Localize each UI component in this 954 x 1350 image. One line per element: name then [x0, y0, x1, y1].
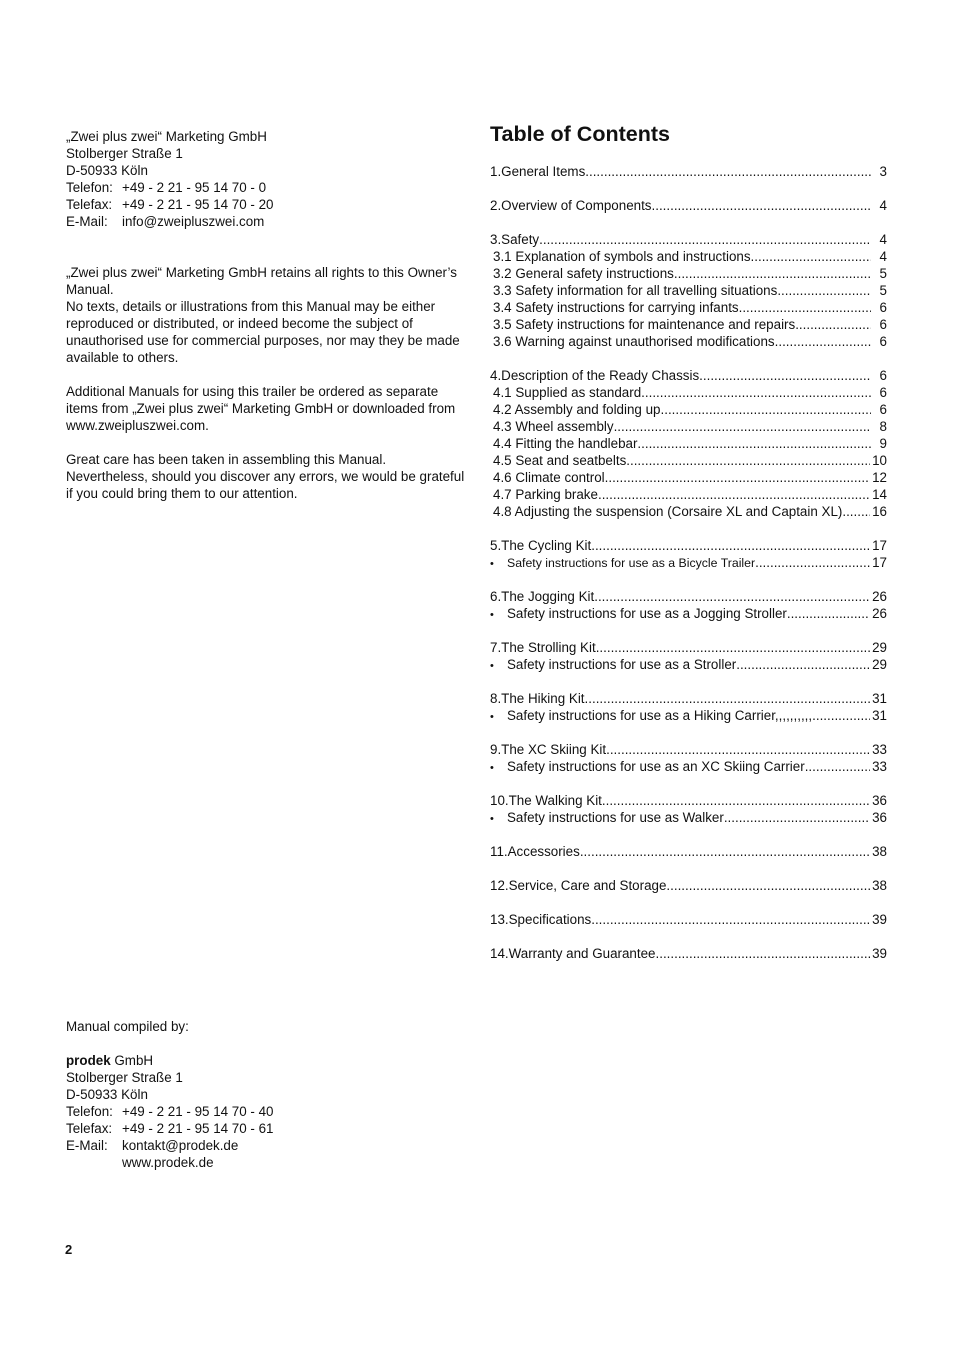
toc-group [490, 588, 887, 622]
toc-leader-dots [605, 469, 870, 486]
toc-entry-title: 3.3 Safety information for all travelling situations [493, 283, 778, 298]
toc-entry [490, 469, 887, 486]
web-value: www.prodek.de [122, 1155, 214, 1170]
toc-entry [490, 843, 887, 860]
compiler-fax [66, 1120, 466, 1137]
toc-entry-title: • Safety instructions for use as a Jogging Stroller [490, 605, 787, 624]
toc-entry [490, 333, 887, 350]
toc-entry [490, 945, 887, 962]
toc-leader-dots [777, 282, 871, 299]
toc-entry-page: 26 [872, 606, 887, 621]
toc-leader-dots [591, 911, 870, 928]
toc-leader-dots [674, 265, 871, 282]
toc-entry [490, 265, 887, 282]
toc-group [490, 843, 887, 860]
compiler-city: D-50933 Köln [66, 1087, 148, 1102]
toc-entry-page: 6 [879, 402, 887, 417]
toc-entry-page: 16 [872, 504, 887, 519]
publisher-block [66, 128, 466, 502]
toc-entry-page: 5 [879, 266, 887, 281]
toc-leader-dots [739, 299, 871, 316]
toc-entry-page: 6 [879, 334, 887, 349]
fax-value: +49 - 2 21 - 95 14 70 - 20 [122, 197, 274, 212]
toc-leader-dots [842, 503, 870, 520]
toc-entry-title: 8.The Hiking Kit [490, 691, 585, 706]
toc-entry-page: 33 [872, 759, 887, 774]
toc-entry-page: 4 [879, 198, 887, 213]
toc-entry-title: 10.The Walking Kit [490, 793, 602, 808]
phone-label: Telefon: [66, 1104, 113, 1119]
toc-entry [490, 588, 887, 605]
toc-entry-title: 9.The XC Skiing Kit [490, 742, 607, 757]
publisher-city: D-50933 Köln [66, 163, 148, 178]
toc-entry-page: 39 [872, 912, 887, 927]
toc-entry-title: • Safety instructions for use as a Hiking Carrier,,,,,,,,,, [490, 707, 812, 726]
email-label: E-Mail: [66, 214, 108, 229]
compiler-web [66, 1154, 466, 1171]
toc-leader-dots [539, 231, 871, 248]
toc-leader-dots [751, 248, 871, 265]
toc-entry-title: • Safety instructions for use as an XC Skiing Carrier [490, 758, 805, 777]
toc-entry-page: 38 [872, 878, 887, 893]
toc-entry-title: 4.2 Assembly and folding up [493, 402, 661, 417]
toc-entry [490, 877, 887, 894]
toc-entry [490, 503, 887, 520]
errors-paragraph: Great care has been taken in assembling this Manual. Nevertheless, should you discover any errors, we would be grateful if you could bring them to our attention. [66, 452, 465, 501]
restriction-paragraph: No texts, details or illustrations from this Manual may be either reproduced or distributed, or indeed become the subject of unauthorised use for commercial purposes, nor may they be made available to others. [66, 299, 460, 365]
toc-group [490, 741, 887, 775]
toc-title: Table of Contents [490, 122, 670, 146]
toc-entry [490, 299, 887, 316]
toc-entry [490, 486, 887, 503]
publisher-email [66, 213, 466, 230]
toc-entry [490, 741, 887, 758]
rights-paragraph: „Zwei plus zwei“ Marketing GmbH retains all rights to this Owner’s Manual. [66, 265, 457, 297]
toc-entry-page: 6 [879, 385, 887, 400]
toc-leader-dots [598, 486, 870, 503]
compiler-email [66, 1137, 466, 1154]
toc-leader-dots [755, 554, 870, 571]
toc-leader-dots [787, 605, 870, 622]
toc-entry-title: 4.4 Fitting the handlebar [493, 436, 638, 451]
toc-leader-dots [591, 537, 870, 554]
email-value: info@zweipluszwei.com [122, 214, 265, 229]
toc-leader-dots [602, 792, 870, 809]
toc-entry [490, 384, 887, 401]
toc-entry-title: 4.7 Parking brake [493, 487, 598, 502]
publisher-name: „Zwei plus zwei“ Marketing GmbH [66, 129, 267, 144]
toc-entry-page: 36 [872, 810, 887, 825]
toc-entry-page: 10 [872, 453, 887, 468]
fax-label: Telefax: [66, 197, 113, 212]
toc-leader-dots [596, 639, 870, 656]
compiler-name [66, 1052, 466, 1069]
toc-leader-dots [614, 418, 871, 435]
compiled-intro: Manual compiled by: [66, 1019, 189, 1034]
toc-entry-page: 17 [872, 555, 887, 570]
toc-entry-title: 3.4 Safety instructions for carrying infants [493, 300, 739, 315]
toc-entry-page: 39 [872, 946, 887, 961]
toc-entry-title: 3.Safety [490, 232, 540, 247]
email-label: E-Mail: [66, 1138, 108, 1153]
toc-entry-title: 3.5 Safety instructions for maintenance and repairs [493, 317, 796, 332]
toc-entry-title: • Safety instructions for use as a Stroller [490, 656, 736, 675]
toc-entry-page: 6 [879, 368, 887, 383]
toc-leader-dots [699, 367, 871, 384]
toc-entry-title: 14.Warranty and Guarantee [490, 946, 656, 961]
toc-entry-title: 3.2 General safety instructions [493, 266, 674, 281]
toc-entry [490, 282, 887, 299]
compiled-by-block [66, 1018, 466, 1171]
toc-entry [490, 435, 887, 452]
publisher-street: Stolberger Straße 1 [66, 146, 183, 161]
fax-value: +49 - 2 21 - 95 14 70 - 61 [122, 1121, 274, 1136]
toc-group [490, 163, 887, 180]
toc-entry-page: 6 [879, 300, 887, 315]
phone-label: Telefon: [66, 180, 113, 195]
toc-leader-dots [641, 384, 871, 401]
toc-entry-page: 6 [879, 317, 887, 332]
toc-group [490, 690, 887, 724]
table-of-contents [490, 120, 887, 979]
toc-entry-page: 31 [872, 708, 887, 723]
toc-entry-page: 17 [872, 538, 887, 553]
compiler-street: Stolberger Straße 1 [66, 1070, 183, 1085]
toc-leader-dots [805, 758, 870, 775]
toc-entry-title: 2.Overview of Components [490, 198, 652, 213]
toc-entry-page: 8 [879, 419, 887, 434]
toc-entry [490, 163, 887, 180]
toc-leader-dots [637, 435, 871, 452]
toc-entry [490, 554, 887, 571]
toc-group [490, 945, 887, 962]
toc-entry-page: 3 [879, 164, 887, 179]
toc-entry-page: 26 [872, 589, 887, 604]
toc-entry [490, 911, 887, 928]
toc-entry-page: 5 [879, 283, 887, 298]
toc-entry-title: 11.Accessories [490, 844, 580, 859]
compiler-phone [66, 1103, 466, 1120]
toc-entry-title: 7.The Strolling Kit [490, 640, 596, 655]
email-value: kontakt@prodek.de [122, 1138, 239, 1153]
toc-entry-title: 3.6 Warning against unauthorised modifications [493, 334, 775, 349]
toc-entry-page: 36 [872, 793, 887, 808]
toc-entry-page: 31 [872, 691, 887, 706]
toc-group [490, 877, 887, 894]
toc-leader-dots [812, 707, 870, 724]
toc-entry-title: 4.5 Seat and seatbelts [493, 453, 627, 468]
toc-entry-page: 29 [872, 640, 887, 655]
toc-entry-page: 12 [872, 470, 887, 485]
additional-manuals-paragraph: Additional Manuals for using this trailer be ordered as separate items from „Zwei plus zwei“ Marketing GmbH or downloaded from www.zweipluszwei.com. [66, 384, 456, 433]
toc-entry-title: 1.General Items [490, 164, 586, 179]
toc-leader-dots [775, 333, 871, 350]
toc-entry [490, 605, 887, 622]
toc-entry-page: 29 [872, 657, 887, 672]
publisher-fax [66, 196, 466, 213]
toc-group [490, 911, 887, 928]
toc-leader-dots [585, 690, 871, 707]
phone-value: +49 - 2 21 - 95 14 70 - 0 [122, 180, 267, 195]
toc-group [490, 537, 887, 571]
toc-entry-title: 4.Description of the Ready Chassis [490, 368, 700, 383]
compiler-name-bold: prodek [66, 1053, 111, 1068]
toc-group [490, 231, 887, 350]
toc-leader-dots [580, 843, 870, 860]
toc-body [490, 163, 887, 962]
compiler-name-rest: GmbH [110, 1053, 154, 1068]
publisher-phone [66, 179, 466, 196]
toc-entry-title: 12.Service, Care and Storage [490, 878, 667, 893]
toc-leader-dots [626, 452, 870, 469]
toc-entry-title: 4.6 Climate control [493, 470, 605, 485]
toc-entry [490, 316, 887, 333]
toc-leader-dots [585, 163, 871, 180]
toc-entry [490, 639, 887, 656]
toc-leader-dots [661, 401, 872, 418]
page-number: 2 [65, 1242, 73, 1257]
toc-entry [490, 758, 887, 775]
toc-entry [490, 231, 887, 248]
toc-leader-dots [652, 197, 871, 214]
toc-entry [490, 418, 887, 435]
toc-leader-dots [736, 656, 870, 673]
toc-entry-page: 4 [879, 249, 887, 264]
toc-entry [490, 537, 887, 554]
toc-entry [490, 401, 887, 418]
toc-entry-title: 13.Specifications [490, 912, 592, 927]
fax-label: Telefax: [66, 1121, 113, 1136]
toc-entry [490, 690, 887, 707]
toc-entry [490, 656, 887, 673]
toc-entry [490, 707, 887, 724]
toc-entry-title: 4.3 Wheel assembly [493, 419, 614, 434]
toc-entry-title: • Safety instructions for use as a Bicycle Trailer [490, 555, 755, 573]
toc-entry-page: 14 [872, 487, 887, 502]
toc-entry-title: 4.8 Adjusting the suspension (Corsaire XL and Captain XL) [493, 504, 843, 519]
toc-leader-dots [795, 316, 871, 333]
toc-entry [490, 197, 887, 214]
toc-leader-dots [656, 945, 871, 962]
toc-leader-dots [666, 877, 870, 894]
toc-entry-page: 9 [879, 436, 887, 451]
toc-entry-page: 33 [872, 742, 887, 757]
toc-group [490, 197, 887, 214]
toc-entry-page: 4 [879, 232, 887, 247]
toc-entry [490, 367, 887, 384]
toc-leader-dots [724, 809, 870, 826]
toc-entry [490, 248, 887, 265]
toc-entry-title: 5.The Cycling Kit [490, 538, 592, 553]
toc-leader-dots [606, 741, 870, 758]
toc-entry [490, 452, 887, 469]
toc-group [490, 639, 887, 673]
toc-entry-title: 6.The Jogging Kit [490, 589, 595, 604]
toc-entry-title: 4.1 Supplied as standard [493, 385, 642, 400]
toc-entry-page: 38 [872, 844, 887, 859]
toc-entry [490, 792, 887, 809]
phone-value: +49 - 2 21 - 95 14 70 - 40 [122, 1104, 274, 1119]
toc-entry-title: • Safety instructions for use as Walker [490, 809, 724, 828]
toc-leader-dots [594, 588, 870, 605]
toc-entry-title: 3.1 Explanation of symbols and instructions [493, 249, 751, 264]
toc-group [490, 792, 887, 826]
toc-group [490, 367, 887, 520]
toc-entry [490, 809, 887, 826]
